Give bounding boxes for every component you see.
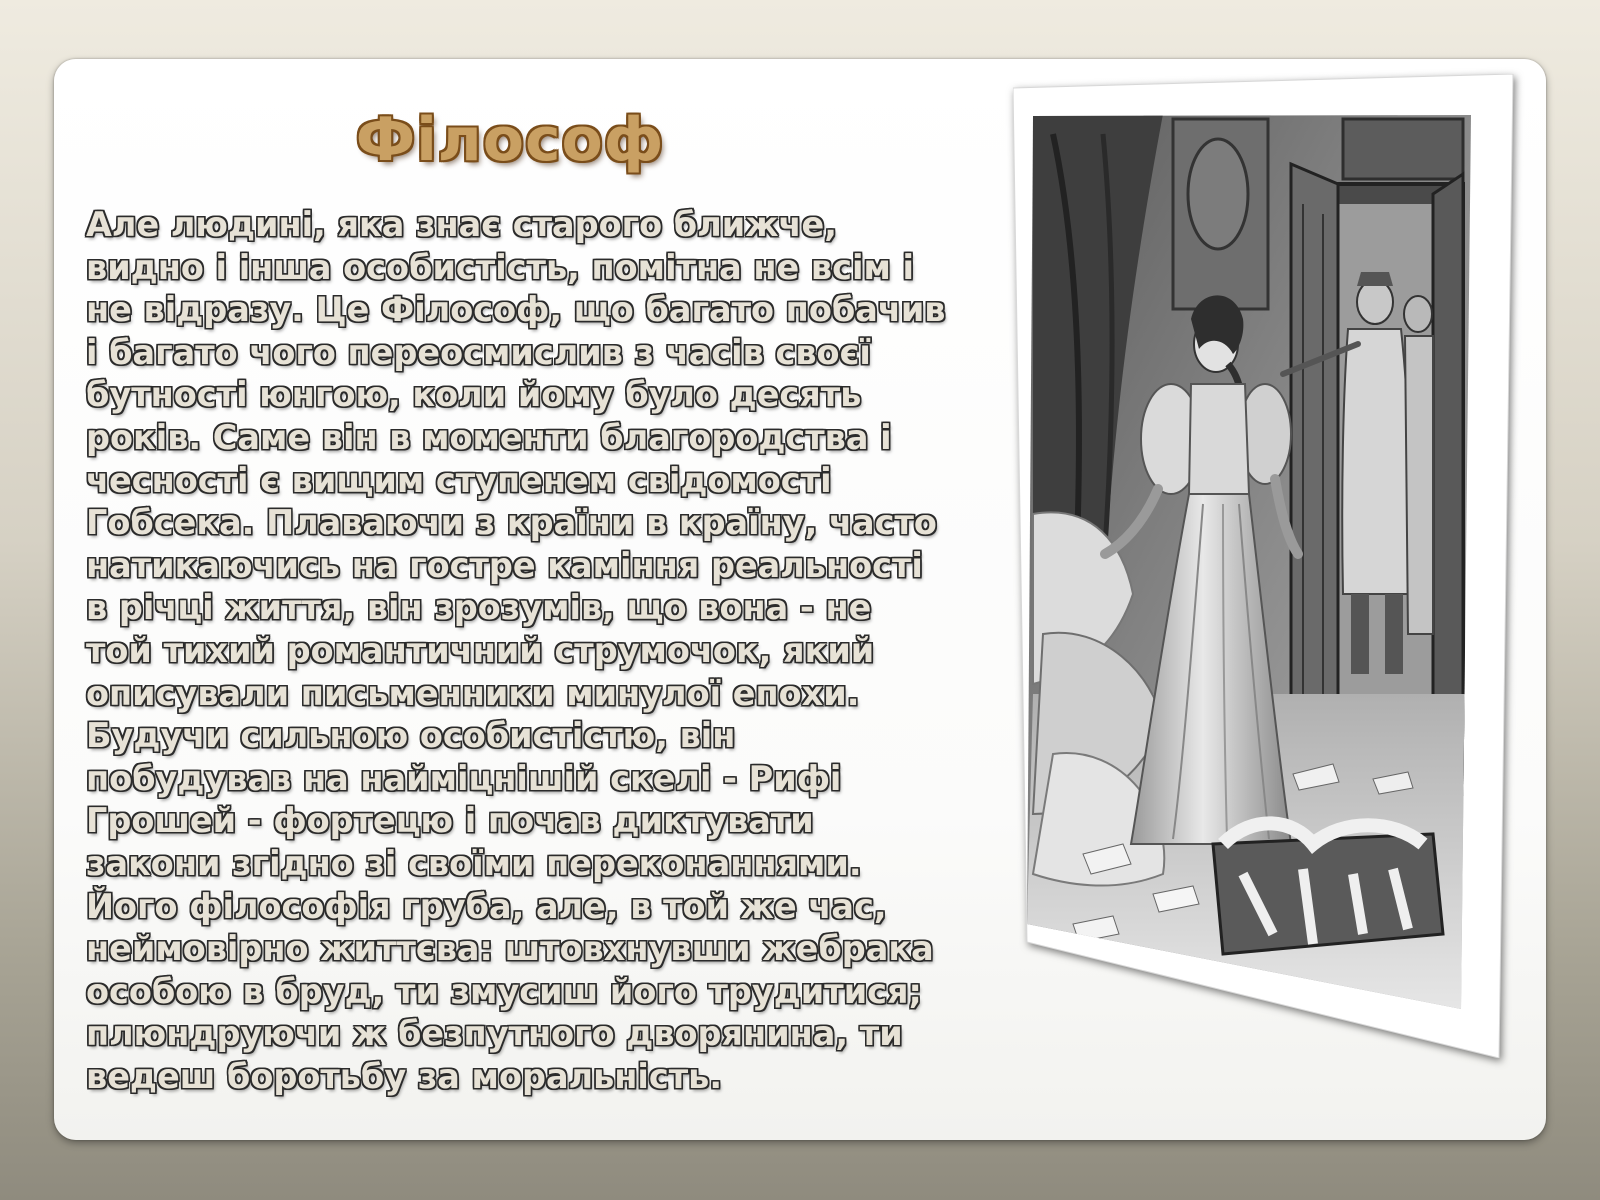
body-line: Гобсека. Плаваючи з країни в країну, часто xyxy=(86,503,937,543)
body-line: побудував на найміцнішій скелі - Рифі xyxy=(86,758,842,798)
body-line: ведеш боротьбу за моральність. xyxy=(86,1056,723,1096)
body-line: плюндруючи ж безпутного дворянина, ти xyxy=(86,1014,903,1054)
body-line: натикаючись на гостре каміння реальності xyxy=(86,545,923,585)
slide-body-text xyxy=(86,204,1006,1098)
body-line: видно і інша особистість, помітна не всім і xyxy=(86,247,914,287)
body-line: Його філософія груба, але, в той же час, xyxy=(86,886,887,926)
slide-title: Філософ xyxy=(355,105,665,175)
body-line: бутності юнгою, коли йому було десять xyxy=(86,375,862,415)
body-line: не відразу. Це Філософ, що багато побачив xyxy=(86,290,946,330)
body-line: той тихий романтичний струмочок, який xyxy=(86,630,875,670)
body-line: Будучи сильною особистістю, він xyxy=(86,716,736,756)
body-line: в річці життя, він зрозумів, що вона - не xyxy=(86,588,872,628)
body-line: Грошей - фортецю і почав диктувати xyxy=(86,801,814,841)
body-line: Але людині, яка знає старого ближче, xyxy=(86,205,837,244)
engraving-illustration xyxy=(1013,74,1515,1058)
body-line: років. Саме він в моменти благородства і xyxy=(86,417,892,457)
body-line: чесності є вищим ступенем свідомості xyxy=(86,460,832,500)
body-line: і багато чого переосмислив з часів своєї xyxy=(86,332,871,372)
body-line: описували письменники минулої епохи. xyxy=(86,673,860,713)
illustration-photo xyxy=(1013,74,1515,1058)
body-line: неймовірно життєва: штовхнувши жебрака xyxy=(86,929,934,969)
body-line: закони згідно зі своїми переконаннями. xyxy=(86,843,862,883)
body-line: особою в бруд, ти змусиш його трудитися; xyxy=(86,971,922,1011)
